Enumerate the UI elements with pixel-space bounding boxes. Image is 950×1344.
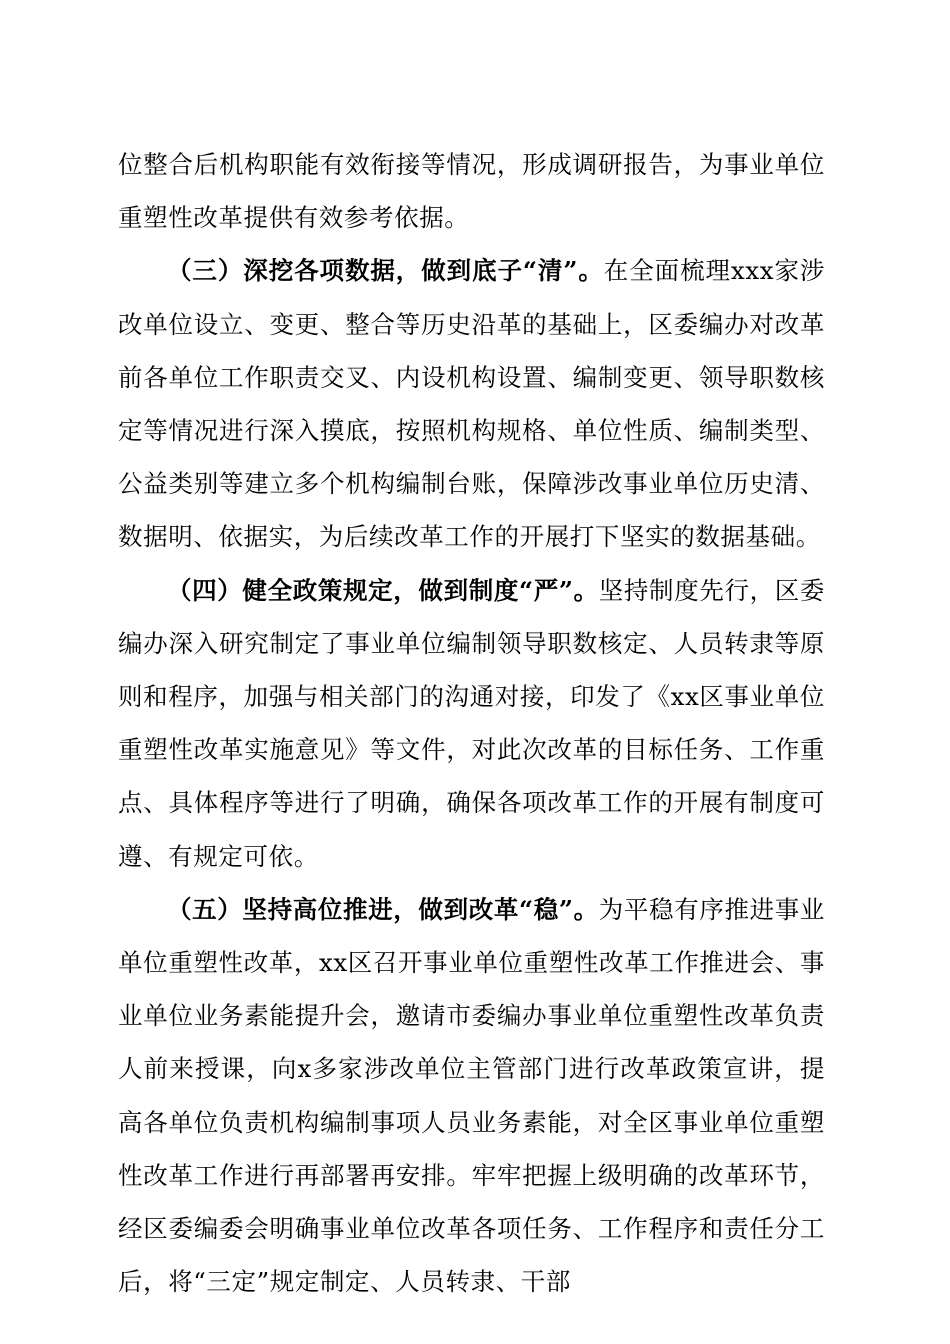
paragraph-section-five	[118, 883, 825, 1309]
document-page	[118, 138, 825, 1308]
paragraph-body: 位整合后机构职能有效衔接等情况，形成调研报告，为事业单位重塑性改革提供有效参考依据。	[118, 150, 825, 233]
section-heading: （三）深挖各项数据，做到底子“清”。	[167, 256, 604, 286]
paragraph-body: 为平稳有序推进事业单位重塑性改革，xx区召开事业单位重塑性改革工作推进会、事业单位业务素能提升会，邀请市委编办事业单位重塑性改革负责人前来授课，向x多家涉改单位主管部门进行改革政策宣讲，提高各单位负责机构编制事项人员业务素能，对全区事业单位重塑性改革工作进行再部署再安排。牢牢把握上级明确的改革环节，经区委编委会明确事业单位改革各项任务、工作程序和责任分工后，将“三定”规定制定、人员转隶、干部	[118, 894, 826, 1297]
paragraph-section-three	[118, 244, 825, 563]
paragraph-body: 在全面梳理xxx家涉改单位设立、变更、整合等历史沿革的基础上，区委编办对改革前各单位工作职责交叉、内设机构设置、编制变更、领导职数核定等情况进行深入摸底，按照机构规格、单位性质、编制类型、公益类别等建立多个机构编制台账，保障涉改事业单位历史清、数据明、依据实，为后续改革工作的开展打下坚实的数据基础。	[118, 256, 826, 552]
paragraph-continuation	[118, 138, 825, 244]
section-heading: （四）健全政策规定，做到制度“严”。	[167, 575, 599, 605]
paragraph-section-four	[118, 564, 825, 883]
paragraph-body: 坚持制度先行，区委编办深入研究制定了事业单位编制领导职数核定、人员转隶等原则和程序，加强与相关部门的沟通对接，印发了《xx区事业单位重塑性改革实施意见》等文件，对此次改革的目标任务、工作重点、具体程序等进行了明确，确保各项改革工作的开展有制度可遵、有规定可依。	[118, 575, 826, 871]
section-heading: （五）坚持高位推进，做到改革“稳”。	[167, 894, 599, 924]
